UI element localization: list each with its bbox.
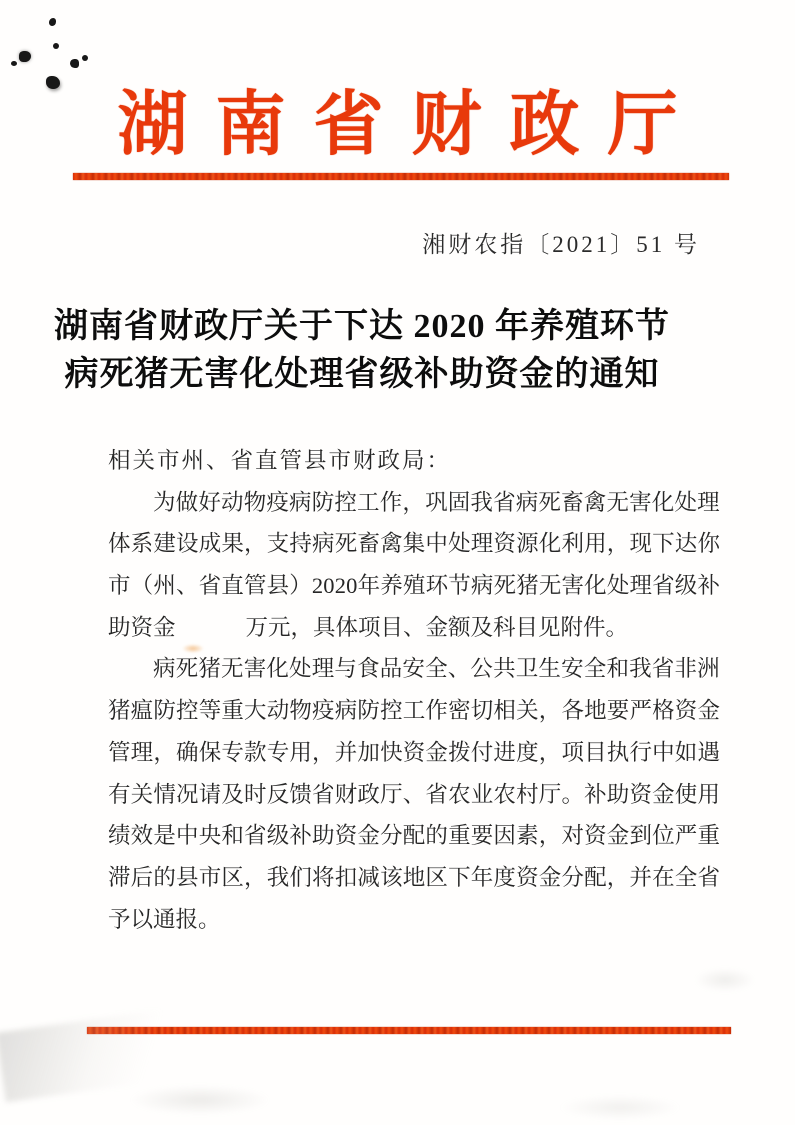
body-text-after-blank: 万元，具体项目、金额及科目见附件。	[245, 614, 629, 640]
document-title-line2: 病死猪无害化处理省级补助资金的通知	[64, 356, 660, 393]
ink-spot	[53, 43, 59, 49]
document-body	[108, 440, 720, 940]
ink-spot	[70, 59, 79, 68]
letterhead-agency-name: 湖南省财政厅	[117, 87, 706, 164]
paper-smudge	[0, 1004, 214, 1103]
body-line: 体 系 建 设 成 果 ， 支 持 病 死 畜 禽 集 中 处 理 资 源 化 利 用 ， 现 下 达 你	[108, 531, 720, 557]
ink-spot	[11, 61, 17, 66]
body-line: 市 （ 州 、 省 直 管 县 ） 2 0 2 0 年 养 殖 环 节 病 死 猪 无 害 化 处 理 省 级 补	[108, 573, 720, 599]
ink-spot	[49, 18, 56, 26]
body-line: 病 死 猪 无 害 化 处 理 与 食 品 安 全 、 公 共 卫 生 安 全 和 我 省 非 洲	[153, 656, 720, 682]
document-title-line1: 湖南省财政厅关于下达 2020 年养殖环节	[54, 308, 670, 345]
body-line: 猪 瘟 防 控 等 重 大 动 物 疫 病 防 控 工 作 密 切 相 关 ， 各 地 要 严 格 资 金	[108, 698, 720, 724]
body-line: 有 关 情 况 请 及 时 反 馈 省 财 政 厅 、 省 农 业 农 村 厅 。 补 助 资 金 使 用	[108, 781, 720, 807]
body-line	[108, 607, 720, 649]
document-number: 湘财农指〔2021〕51 号	[422, 232, 700, 257]
ink-spot	[19, 51, 31, 62]
body-line: 绩 效 是 中 央 和 省 级 补 助 资 金 分 配 的 重 要 因 素 ， 对 资 金 到 位 严 重	[108, 823, 720, 849]
body-line: 予以通报。	[108, 906, 221, 932]
paper-smudge	[560, 1095, 680, 1120]
body-line: 滞 后 的 县 市 区 ， 我 们 将 扣 减 该 地 区 下 年 度 资 金 分 配 ， 并 在 全 省	[108, 864, 720, 890]
letterhead-separator-line	[73, 173, 729, 180]
body-line: 管 理 ， 确 保 专 款 专 用 ， 并 加 快 资 金 拨 付 进 度 ， 项 目 执 行 中 如 遇	[108, 739, 720, 765]
bottom-separator-line	[87, 1027, 731, 1034]
document-title	[0, 303, 724, 399]
body-line: 为 做 好 动 物 疫 病 防 控 工 作 ， 巩 固 我 省 病 死 畜 禽 无 害 化 处 理	[153, 489, 720, 515]
paper-smudge	[695, 968, 755, 992]
body-text-before-blank: 助资金	[108, 614, 176, 640]
ink-spot	[82, 55, 88, 61]
paper-smudge	[130, 1085, 270, 1115]
salutation: 相关市州、省直管县市财政局：	[108, 448, 452, 473]
